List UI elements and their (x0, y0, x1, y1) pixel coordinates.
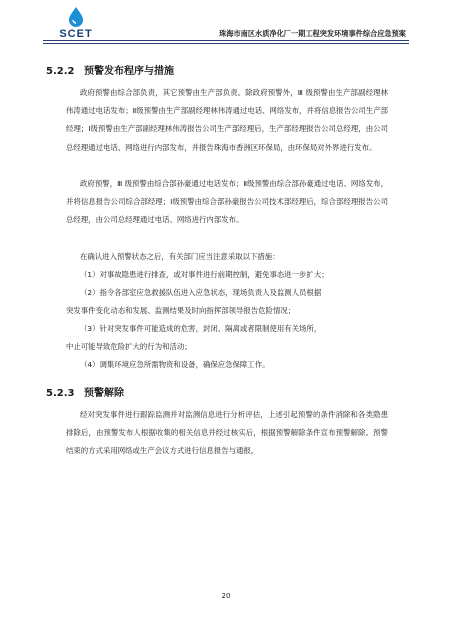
paragraph: 在确认进入预警状态之后，有关部门应当注意采取以下措施： (80, 252, 280, 261)
list-item-continuation: 中止可能导致危险扩大的行为和活动； (66, 342, 192, 351)
list-item: （2）指令各部室应急救援队伍进入应急状态，现场负责人及监测人员根据 (80, 288, 322, 297)
section-title: 预警解除 (84, 388, 124, 399)
logo-text: SCET (59, 28, 93, 40)
list-item: （1）对事故隐患进行排查，或对事件进行前期控制，避免事态进一步扩大； (80, 270, 329, 279)
header-divider (43, 40, 409, 41)
company-logo (44, 6, 108, 40)
paragraph: 政府预警由综合部负责，其它预警由生产部负责。除政府预警外，Ⅲ 级预警由生产部副经理林伟涛通过电话发布；Ⅱ级预警由生产部副经理林伟涛通过电话、网络发布，并将信息报告公司生产部经理；Ⅰ级预警由生产部副经理林伟涛报告公司生产部经理后，生产部经理报告公司总经理，由公司总经理通过电话、网络进行内部发布，并报告珠海市香洲区环保局，由环保局对外界进行发布。 (66, 88, 388, 152)
paragraph: 经对突发事件进行跟踪监测并对监测信息进行分析评估，上述引起预警的条件消除和各类隐患排除后，由预警发布人根据收集的相关信息并经过核实后，根据预警解除条件宣布预警解除。预警结束的方式采用网络或生产会议方式进行信息报告与通报。 (66, 410, 388, 456)
document-title: 珠海市南区水质净化厂一期工程突发环境事件综合应急预案 (219, 29, 406, 38)
paragraph: 政府预警，Ⅲ 级预警由综合部孙豪通过电话发布；Ⅱ级预警由综合部孙豪通过电话、网络发布，并将信息报告公司综合部经理；Ⅰ级预警由综合部孙豪报告公司技术部经理后，综合部经理报告公司总经理，由公司总经理通过电话、网络进行内部发布。 (66, 179, 388, 225)
list-item-continuation: 突发事件变化动态和发展、监测结果及时向指挥部领导报告危险情况； (66, 306, 296, 315)
section-title: 预警发布程序与措施 (84, 66, 174, 77)
section-number: 5.2.2 (46, 66, 75, 77)
header-divider-thin (43, 43, 409, 44)
water-drop-icon (64, 6, 88, 28)
list-item: （4）调集环境应急所需物资和设备，确保应急保障工作。 (80, 360, 270, 369)
section-heading-5-2-3 (46, 384, 124, 399)
section-number: 5.2.3 (46, 388, 75, 399)
section-heading-5-2-2 (46, 62, 174, 77)
list-item: （3）针对突发事件可能造成的危害，封闭、隔离或者限制使用有关场所， (80, 324, 322, 333)
page-header (0, 0, 452, 48)
page-number: 20 (221, 592, 231, 600)
